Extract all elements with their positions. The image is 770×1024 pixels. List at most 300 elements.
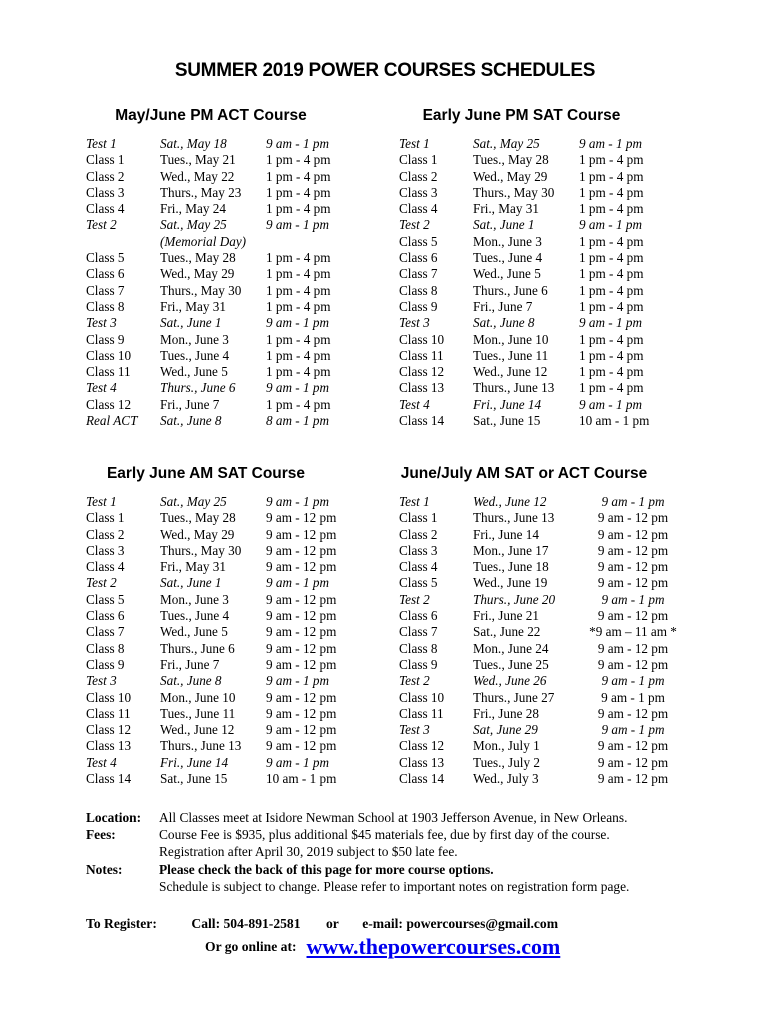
course-early-june-pm-sat (399, 104, 729, 429)
date-cell: Mon., July 1 (473, 738, 540, 754)
session-cell: Class 6 (86, 608, 125, 624)
schedule-table (399, 136, 709, 429)
time-cell: 1 pm - 4 pm (266, 282, 331, 298)
notes-text-bold: Please check the back of this page for more course options. (159, 861, 494, 877)
date-cell: Wed., June 19 (473, 575, 548, 591)
date-cell: Sat., May 18 (160, 136, 227, 151)
time-cell: 9 am - 1 pm (266, 315, 330, 331)
schedule-row (86, 657, 396, 673)
date-cell: Fri., June 28 (473, 705, 539, 721)
date-cell: Tues., May 28 (160, 510, 236, 526)
session-cell: Class 1 (399, 510, 438, 526)
schedule-row (86, 722, 396, 738)
phone-number[interactable]: Call: 504-891-2581 (191, 916, 301, 931)
session-cell: Class 5 (86, 591, 125, 607)
session-cell: Class 2 (399, 526, 438, 542)
date-cell: Wed., June 5 (160, 624, 228, 640)
date-cell: Sat., June 8 (473, 315, 535, 331)
date-cell: Sat., May 25 (473, 136, 540, 151)
date-cell: Wed., June 12 (473, 364, 548, 380)
date-cell: Thurs., May 30 (160, 282, 242, 298)
fees-label: Fees: (86, 827, 116, 843)
date-cell: Sat., June 8 (160, 413, 222, 429)
session-cell: Class 12 (399, 364, 445, 380)
time-cell: 9 am - 1 pm (601, 722, 665, 738)
date-cell: Fri., May 31 (473, 201, 539, 217)
date-cell: Tues., June 4 (473, 250, 543, 266)
session-cell: Class 11 (86, 705, 131, 721)
notes-label: Notes: (86, 861, 123, 877)
schedule-row (86, 413, 396, 429)
schedule-row (399, 136, 709, 152)
date-cell: Thurs., June 20 (473, 591, 556, 607)
time-cell: 9 am - 1 pm (266, 136, 330, 151)
session-cell: Class 3 (399, 542, 438, 558)
schedule-row (399, 169, 709, 185)
date-cell: Sat., June 1 (160, 575, 222, 591)
schedule-row (86, 738, 396, 754)
time-cell: 9 am - 1 pm (579, 136, 643, 151)
session-cell: Class 8 (399, 282, 438, 298)
session-cell: Class 5 (399, 575, 438, 591)
time-cell: 9 am - 12 pm (597, 608, 669, 624)
schedule-row (399, 283, 709, 299)
schedule-row (86, 575, 396, 591)
schedule-row (399, 592, 687, 608)
time-cell: 1 pm - 4 pm (579, 380, 644, 396)
session-cell: Test 1 (399, 494, 430, 509)
schedule-row (399, 608, 687, 624)
time-cell: 1 pm - 4 pm (579, 266, 644, 282)
session-cell: Class 4 (399, 559, 438, 575)
register-label: To Register: (86, 916, 157, 931)
schedule-row (86, 592, 396, 608)
time-cell: 9 am - 1 pm (266, 575, 330, 591)
schedule-row (399, 348, 709, 364)
time-cell: 9 am - 12 pm (597, 738, 669, 754)
schedule-row (399, 364, 709, 380)
session-cell (86, 234, 160, 250)
session-cell: Test 2 (399, 217, 430, 233)
schedule-row (86, 494, 396, 510)
date-cell: Sat., June 15 (473, 413, 541, 429)
schedule-row (86, 185, 396, 201)
schedule-row (86, 510, 396, 526)
schedule-row (399, 575, 687, 591)
schedule-row (399, 494, 687, 510)
time-cell: 9 am - 12 pm (266, 705, 337, 721)
page-title: SUMMER 2019 POWER COURSES SCHEDULES (174, 60, 596, 81)
session-cell: Class 10 (86, 689, 132, 705)
date-cell: Fri., May 24 (160, 201, 226, 217)
time-cell: 9 am - 12 pm (597, 705, 669, 721)
time-cell: 1 pm - 4 pm (579, 152, 644, 168)
date-cell: Thurs., May 30 (160, 542, 242, 558)
date-cell: Fri., June 7 (160, 396, 220, 412)
date-cell: Tues., June 11 (160, 705, 236, 721)
session-cell: Class 10 (399, 331, 445, 347)
session-cell: Test 3 (86, 315, 117, 331)
date-cell: Fri., June 7 (160, 656, 220, 672)
date-cell: Tues., May 28 (160, 250, 236, 266)
date-cell: Wed., May 22 (160, 168, 235, 184)
schedule-row (86, 559, 396, 575)
schedule-row (86, 624, 396, 640)
schedule-row (86, 299, 396, 315)
date-cell: Tues., July 2 (473, 754, 540, 770)
date-cell: Tues., June 25 (473, 656, 549, 672)
time-cell: 1 pm - 4 pm (266, 298, 331, 314)
location-text: All Classes meet at Isidore Newman School at 1903 Jefferson Avenue, in New Orleans. (159, 810, 628, 825)
date-cell: Tues., May 21 (160, 152, 236, 168)
time-cell: 9 am - 1 pm (601, 689, 665, 705)
session-cell: Test 3 (86, 673, 117, 689)
time-cell: 1 pm - 4 pm (266, 364, 331, 380)
time-cell: 9 am - 12 pm (597, 640, 669, 656)
date-cell: Wed., June 26 (473, 673, 547, 689)
session-cell: Class 8 (86, 640, 125, 656)
date-cell: Fri., June 7 (473, 298, 533, 314)
date-cell: Fri., June 14 (160, 754, 229, 770)
date-cell: Thurs., May 30 (473, 184, 555, 200)
date-cell: Thurs., June 13 (473, 510, 555, 526)
schedule-row (399, 527, 687, 543)
time-cell: 1 pm - 4 pm (579, 347, 644, 363)
spacer (86, 878, 159, 895)
time-cell: 1 pm - 4 pm (579, 184, 644, 200)
time-cell: 1 pm - 4 pm (266, 331, 331, 347)
session-cell: Test 1 (86, 494, 117, 509)
schedule-row (399, 543, 687, 559)
course-early-june-am-sat (86, 462, 416, 787)
schedule-row (399, 413, 709, 429)
email-link[interactable]: e-mail: powercourses@gmail.com (362, 916, 559, 931)
session-cell: Class 10 (399, 689, 445, 705)
date-cell: Mon., June 17 (473, 542, 549, 558)
session-cell: Test 3 (399, 315, 430, 331)
time-cell: 9 am - 12 pm (266, 526, 337, 542)
time-cell: 1 pm - 4 pm (266, 266, 331, 282)
date-cell: Wed., June 12 (160, 722, 235, 738)
session-cell: Class 2 (86, 168, 125, 184)
session-cell: Class 4 (399, 201, 438, 217)
schedule-row (86, 283, 396, 299)
schedule-row (399, 380, 709, 396)
time-cell: 1 pm - 4 pm (579, 201, 644, 217)
session-cell: Class 2 (86, 526, 125, 542)
time-cell: 1 pm - 4 pm (266, 152, 331, 168)
time-cell: 9 am - 1 pm (601, 591, 665, 607)
schedule-row (399, 299, 709, 315)
date-cell: Mon., June 3 (160, 591, 229, 607)
schedule-row (399, 738, 687, 754)
spacer (86, 843, 159, 860)
date-cell: Tues., June 11 (473, 347, 549, 363)
session-cell: Class 8 (399, 640, 438, 656)
session-cell: Class 11 (86, 364, 131, 380)
session-cell: Class 4 (86, 201, 125, 217)
schedule-row (86, 608, 396, 624)
schedule-row (86, 152, 396, 168)
time-cell: 9 am - 12 pm (266, 738, 337, 754)
session-cell: Class 2 (399, 168, 438, 184)
schedule-row (399, 559, 687, 575)
session-cell: Class 11 (399, 705, 444, 721)
session-cell: Class 13 (399, 380, 445, 396)
session-cell: Class 5 (399, 233, 438, 249)
course-heading: Early June AM SAT Course (106, 465, 306, 482)
session-cell: Class 6 (399, 608, 438, 624)
time-cell: 10 am - 1 pm (266, 771, 337, 787)
schedule-row (86, 250, 396, 266)
schedule-row (86, 527, 396, 543)
date-cell: Thurs., June 6 (160, 640, 235, 656)
time-cell: 9 am - 12 pm (597, 575, 669, 591)
date-cell: Mon., June 3 (160, 331, 229, 347)
date-cell: Fri., June 14 (473, 526, 539, 542)
session-cell: Test 4 (399, 396, 430, 412)
schedule-row (86, 315, 396, 331)
schedule-row (86, 397, 396, 413)
time-cell: 9 am - 12 pm (266, 542, 337, 558)
time-cell: 9 am - 1 pm (601, 494, 665, 509)
time-cell: 9 am - 12 pm (597, 542, 669, 558)
session-cell: Class 11 (399, 347, 444, 363)
schedule-row (399, 641, 687, 657)
date-cell: Tues., May 28 (473, 152, 549, 168)
time-cell: 1 pm - 4 pm (579, 364, 644, 380)
session-cell: Class 12 (86, 396, 132, 412)
session-cell: Class 3 (86, 184, 125, 200)
schedule-row (399, 315, 709, 331)
date-cell: Mon., June 3 (473, 233, 542, 249)
time-cell: 9 am - 12 pm (266, 608, 337, 624)
time-cell: *9 am – 11 am * (589, 624, 677, 640)
date-cell: Wed., May 29 (160, 266, 235, 282)
schedule-row (399, 755, 687, 771)
time-cell: 9 am - 12 pm (597, 526, 669, 542)
schedule-row (399, 771, 687, 787)
notes-text: Schedule is subject to change. Please refer to important notes on registration form page. (159, 878, 630, 894)
session-cell: Test 2 (86, 217, 117, 233)
date-cell: Mon., June 24 (473, 640, 549, 656)
time-cell: 9 am - 1 pm (579, 396, 643, 412)
time-cell: 1 pm - 4 pm (579, 168, 644, 184)
date-cell: Wed., June 12 (473, 494, 547, 509)
date-cell: Mon., June 10 (160, 689, 236, 705)
date-cell: Thurs., May 23 (160, 184, 242, 200)
session-cell: Class 3 (399, 184, 438, 200)
time-cell: 9 am - 12 pm (597, 754, 669, 770)
fees-text: Course Fee is $935, plus additional $45 materials fee, due by first day of the course. (159, 827, 610, 843)
schedule-row (399, 266, 709, 282)
session-cell: Test 4 (86, 754, 117, 770)
time-cell: 9 am - 12 pm (266, 624, 337, 640)
online-lead: Or go online at: (205, 939, 297, 954)
time-cell: 1 pm - 4 pm (579, 233, 644, 249)
session-cell: Real ACT (86, 413, 138, 429)
time-cell: 1 pm - 4 pm (579, 331, 644, 347)
time-cell: 9 am - 12 pm (266, 591, 337, 607)
date-cell: Wed., July 3 (473, 771, 539, 787)
time-cell: 9 am - 12 pm (597, 656, 669, 672)
time-cell: 1 pm - 4 pm (579, 298, 644, 314)
schedule-table (399, 494, 687, 787)
schedule-table (86, 494, 396, 787)
course-june-july-am-sat-act (399, 462, 729, 787)
time-cell: 9 am - 1 pm (266, 673, 330, 689)
time-cell: 1 pm - 4 pm (266, 347, 331, 363)
date-cell: Tues., June 18 (473, 559, 549, 575)
date-cell: Sat., June 1 (160, 315, 222, 331)
schedule-row (86, 690, 396, 706)
time-cell: 9 am - 1 pm (266, 380, 330, 396)
time-cell: 1 pm - 4 pm (266, 168, 331, 184)
time-cell: 9 am - 12 pm (266, 640, 337, 656)
date-cell: Thurs., June 27 (473, 689, 555, 705)
schedule-row (86, 348, 396, 364)
session-cell: Class 7 (86, 282, 125, 298)
session-cell: Class 1 (86, 152, 125, 168)
session-cell: Class 8 (86, 298, 125, 314)
session-cell: Class 7 (86, 624, 125, 640)
late-fee-text: Registration after April 30, 2019 subject to $50 late fee. (159, 844, 458, 860)
schedule-row (399, 397, 709, 413)
session-cell: Test 3 (399, 722, 430, 738)
time-cell: 1 pm - 4 pm (579, 282, 644, 298)
date-cell: Fri., May 31 (160, 559, 226, 575)
time-cell: 9 am - 1 pm (266, 754, 330, 770)
schedule-row (86, 706, 396, 722)
time-cell: 9 am - 12 pm (266, 656, 337, 672)
schedule-row (86, 234, 396, 250)
time-cell: 9 am - 1 pm (601, 673, 665, 689)
schedule-row (399, 673, 687, 689)
schedule-row (86, 380, 396, 396)
time-cell: 1 pm - 4 pm (266, 250, 331, 266)
date-cell: Sat., May 25 (160, 217, 227, 233)
session-cell: Test 1 (399, 136, 430, 151)
course-heading: June/July AM SAT or ACT Course (400, 465, 648, 482)
schedule-row (86, 169, 396, 185)
date-cell: Sat., June 8 (160, 673, 222, 689)
session-cell: Class 14 (399, 771, 445, 787)
date-cell: Tues., June 4 (160, 608, 230, 624)
location-label: Location: (86, 810, 142, 825)
schedule-row (86, 201, 396, 217)
session-cell: Class 12 (399, 738, 445, 754)
session-cell: Class 1 (86, 510, 125, 526)
session-cell: Class 9 (399, 656, 438, 672)
time-cell (266, 234, 396, 250)
session-cell: Test 1 (86, 136, 117, 151)
schedule-row (399, 250, 709, 266)
date-cell: Fri., June 21 (473, 608, 539, 624)
time-cell: 9 am - 12 pm (266, 689, 337, 705)
session-cell: Class 13 (86, 738, 132, 754)
schedule-row (399, 706, 687, 722)
schedule-row (399, 510, 687, 526)
session-cell: Class 1 (399, 152, 438, 168)
course-heading: Early June PM SAT Course (422, 107, 621, 124)
session-cell: Class 6 (86, 266, 125, 282)
date-cell: Tues., June 4 (160, 347, 230, 363)
date-cell: Thurs., June 6 (473, 282, 548, 298)
date-cell: (Memorial Day) (160, 233, 247, 249)
session-cell: Class 9 (86, 331, 125, 347)
time-cell: 9 am - 12 pm (266, 722, 337, 738)
date-cell: Thurs., June 13 (473, 380, 555, 396)
date-cell: Thurs., June 6 (160, 380, 236, 396)
session-cell: Class 7 (399, 624, 438, 640)
session-cell: Test 2 (399, 591, 430, 607)
date-cell: Mon., June 10 (473, 331, 549, 347)
time-cell: 1 pm - 4 pm (266, 184, 331, 200)
date-cell: Wed., May 29 (160, 526, 235, 542)
time-cell: 1 pm - 4 pm (266, 201, 331, 217)
schedule-row (399, 201, 709, 217)
course-may-june-pm-act (86, 104, 416, 429)
session-cell: Test 4 (86, 380, 117, 396)
schedule-row (399, 152, 709, 168)
time-cell: 9 am - 1 pm (579, 217, 643, 233)
schedule-row (399, 657, 687, 673)
session-cell: Class 9 (399, 298, 438, 314)
session-cell: Class 13 (399, 754, 445, 770)
session-cell: Class 14 (86, 771, 132, 787)
session-cell: Class 7 (399, 266, 438, 282)
session-cell: Class 12 (86, 722, 132, 738)
date-cell: Wed., June 5 (473, 266, 541, 282)
date-cell: Sat., June 15 (160, 771, 228, 787)
session-cell: Class 5 (86, 250, 125, 266)
date-cell: Sat., June 22 (473, 624, 541, 640)
schedule-row (399, 185, 709, 201)
time-cell: 1 pm - 4 pm (266, 396, 331, 412)
schedule-row (86, 771, 396, 787)
schedule-row (86, 543, 396, 559)
schedule-row (86, 266, 396, 282)
schedule-row (86, 136, 396, 152)
session-cell: Class 4 (86, 559, 125, 575)
time-cell: 9 am - 12 pm (266, 510, 337, 526)
session-cell: Test 2 (399, 673, 430, 689)
schedule-table (86, 136, 396, 429)
schedule-row (86, 217, 396, 233)
register-line (86, 916, 558, 932)
date-cell: Fri., May 31 (160, 298, 226, 314)
course-heading: May/June PM ACT Course (115, 107, 307, 124)
schedule-row (86, 641, 396, 657)
date-cell: Sat, June 29 (473, 722, 538, 738)
schedule-row (399, 690, 687, 706)
schedule-row (399, 217, 709, 233)
or-text: or (325, 916, 339, 931)
website-link[interactable]: www.thepowercourses.com (306, 934, 561, 959)
date-cell: Wed., June 5 (160, 364, 228, 380)
schedule-row (399, 332, 709, 348)
session-cell: Class 10 (86, 347, 132, 363)
time-cell: 10 am - 1 pm (579, 413, 650, 429)
time-cell: 8 am - 1 pm (266, 413, 330, 429)
session-cell: Class 6 (399, 250, 438, 266)
session-cell: Class 9 (86, 656, 125, 672)
schedule-row (86, 673, 396, 689)
time-cell: 9 am - 1 pm (266, 217, 330, 233)
session-cell: Class 14 (399, 413, 445, 429)
time-cell: 9 am - 12 pm (597, 559, 669, 575)
date-cell: Fri., June 14 (473, 396, 542, 412)
